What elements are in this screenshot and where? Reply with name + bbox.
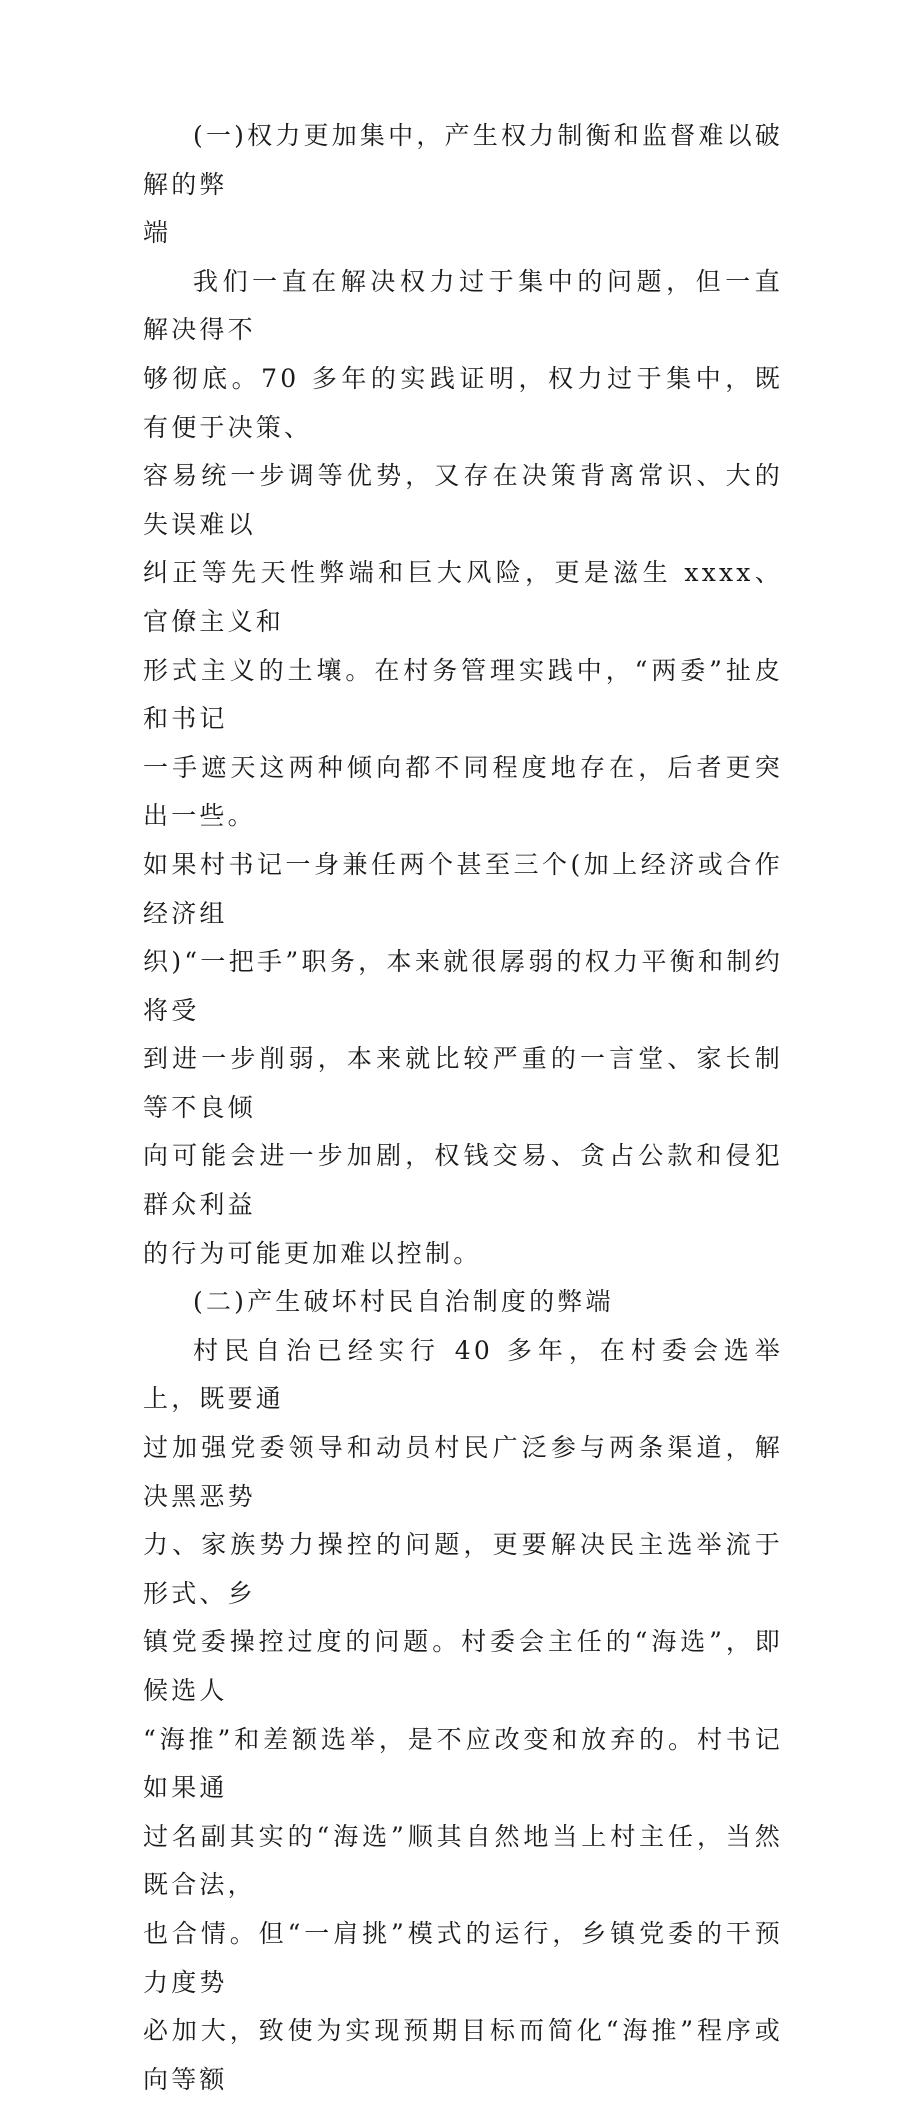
section-heading-2: (二)产生破坏村民自治制度的弊端 <box>193 1287 614 1317</box>
body-paragraph-1: 我们一直在解决权力过于集中的问题，但一直解决得不 够彻底。70 多年的实践证明，权力过于集中，既有便于决策、 容易统一步调等优势，又存在决策背离常识、大的失误难以 纠正等先天性弊端和巨大风险，更是滋生 xxxx、官僚主义和 形式主义的土壤。在村务管理实践中，“两委”扯皮和书记 一手遮天这两种倾向都不同程度地存在，后者更突出一些。 如果村书记一身兼任两个甚至三个(加上经济或合作经济组 织)“一把手”职务，本来就很孱弱的权力平衡和制约将受 到进一步削弱，本来就比较严重的一言堂、家长制等不良倾 向可能会进一步加剧，权钱交易、贪占公款和侵犯群众利益 的行为可能更加难以控制。 <box>143 266 783 1268</box>
section-heading-1: (一)权力更加集中，产生权力制衡和监督难以破解的弊 端 <box>143 121 783 248</box>
body-paragraph-2: 村民自治已经实行 40 多年，在村委会选举上，既要通 过加强党委领导和动员村民广泛参与两条渠道，解决黑恶势 力、家族势力操控的问题，更要解决民主选举流于形式、乡 镇党委操控过度的问题。村委会主任的“海选”，即候选人 “海推”和差额选举，是不应改变和放弃的。村书记如果通 过名副其实的“海选”顺其自然地当上村主任，当然既合法， 也合情。但“一肩挑”模式的运行，乡镇党委的干预力度势 必加大，致使为实现预期目标而简化“海推”程序或向等额 <box>143 1335 783 2094</box>
document-body <box>143 112 783 2104</box>
